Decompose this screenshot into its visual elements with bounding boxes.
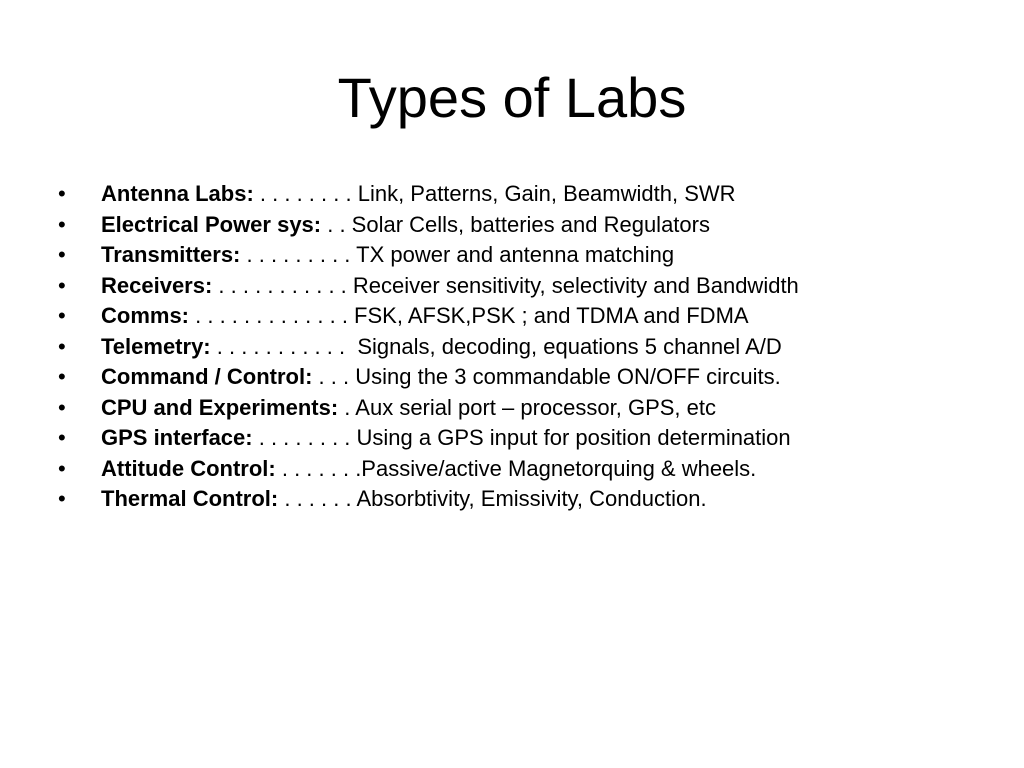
list-item xyxy=(58,210,799,241)
list-item xyxy=(58,271,799,302)
bullet-icon: • xyxy=(58,181,66,206)
bullet-list xyxy=(58,179,799,515)
item-text: . . . . . . . . Link, Patterns, Gain, Beamwidth, SWR xyxy=(253,181,736,206)
list-item xyxy=(58,454,799,485)
item-label: Antenna Labs: xyxy=(101,181,254,206)
item-label: Command / Control: xyxy=(101,364,313,389)
item-text: . . . . . . . . . . . Receiver sensitivity, selectivity and Bandwidth xyxy=(212,272,799,298)
bullet-icon: • xyxy=(58,394,66,420)
list-item xyxy=(58,332,799,363)
item-text: . . . . . . .Passive/active Magnetorquing & wheels. xyxy=(275,455,757,481)
bullet-icon: • xyxy=(58,425,66,450)
item-label: Electrical Power sys: xyxy=(101,211,322,237)
bullet-icon: • xyxy=(58,242,66,267)
item-label: Attitude Control: xyxy=(101,455,276,481)
item-text: . Aux serial port – processor, GPS, etc xyxy=(338,394,717,420)
item-label: Transmitters: xyxy=(101,242,241,267)
item-label: Thermal Control: xyxy=(101,486,279,511)
list-item xyxy=(58,423,799,454)
list-item xyxy=(58,484,799,515)
list-item xyxy=(58,301,799,332)
item-text: . . Solar Cells, batteries and Regulators xyxy=(321,211,710,237)
bullet-icon: • xyxy=(58,364,66,389)
list-item xyxy=(58,393,799,424)
list-item xyxy=(58,240,799,271)
item-text: . . . . . . Absorbtivity, Emissivity, Conduction. xyxy=(278,486,707,511)
item-label: Telemetry: xyxy=(101,333,211,359)
bullet-icon: • xyxy=(58,333,66,359)
item-text: . . . . . . . . . TX power and antenna matching xyxy=(240,242,675,267)
item-label: GPS interface: xyxy=(101,425,253,450)
bullet-icon: • xyxy=(58,303,66,328)
list-item xyxy=(58,362,799,393)
item-label: Receivers: xyxy=(101,272,213,298)
item-text: . . . . . . . . . . . . . FSK, AFSK,PSK ; and TDMA and FDMA xyxy=(189,303,749,328)
list-item xyxy=(58,179,799,210)
bullet-icon: • xyxy=(58,455,66,481)
item-text: . . . Using the 3 commandable ON/OFF circuits. xyxy=(312,364,781,389)
item-label: CPU and Experiments: xyxy=(101,394,339,420)
bullet-icon: • xyxy=(58,211,66,237)
slide-title: Types of Labs xyxy=(337,66,687,129)
bullet-icon: • xyxy=(58,486,66,511)
item-text: . . . . . . . . Using a GPS input for position determination xyxy=(252,425,791,450)
item-text: . . . . . . . . . . . Signals, decoding, equations 5 channel A/D xyxy=(210,333,782,359)
bullet-icon: • xyxy=(58,272,66,298)
item-label: Comms: xyxy=(101,303,190,328)
